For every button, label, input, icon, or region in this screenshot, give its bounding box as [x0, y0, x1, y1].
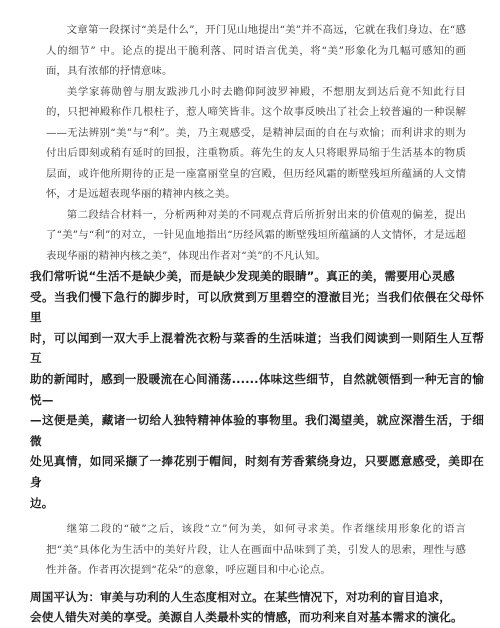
paragraph-2: 美学家蒋勋曾与朋友跋涉几小时去瞻仰阿波罗神殿，不想朋友到达后竟不知此行目的，只把神殿称作几根柱子，惹人啼笑皆非。这个故事反映出了社会上较普遍的一种误解——无法辨别“美”与“利”。美，乃主观感受，是精神层面的自在与欢愉；而利讲求的则为付出后即刻或稍有延时的回报，注重物质。蒋先生的友人只将眼界局缩于生活基本的物质层面，或许他所期待的正是一座富丽堂皇的宫殿，但历经风霜的断壁残垣所蕴涵的人文情怀，才是远超表现华丽的精神内核之美。	[46, 85, 466, 200]
paragraph-4-line: 处见真情，如同采撷了一捧花别于帽间，时刻有芳香萦绕身边，只要愿意感受，美即在身	[30, 454, 484, 489]
paragraph-1: 文章第一段探讨“美是什么”，开门见山地提出“美”并不高远，它就在我们身边、在“感人的细节” 中。论点的提出干脆利落、同时语言优美，将“美”形象化为几幅可感知的画面，具有浓郁的抒情意味。	[46, 24, 466, 77]
paragraph-4-line: 时，可以闻到一双大手上混着洗衣粉与菜香的生活味道；当我们阅读到一则陌生人互帮互	[30, 330, 484, 366]
paragraph-4-bold	[30, 266, 484, 513]
paragraph-3: 第二段结合材料一，分析两种对美的不同观点背后所折射出来的价值观的偏差，提出了“美”与“利”的对立，一针见血地指出“历经风霜的断壁残垣所蕴涵的人文情怀，才是远超表现华丽的精神内核之美”，体现出作者对“美”的不凡认知。	[46, 208, 466, 262]
paragraph-4-line: 助的新闻时，感到一股暖流在心间涌荡......体味这些细节，自然就领悟到一种无言的愉悦—	[30, 371, 484, 407]
paragraph-6-line: 会使人错失对美的享受。美源自人类最朴实的情感，而功利来自对基本需求的演化。	[30, 610, 463, 625]
paragraph-6-line: 周国平认为：审美与功利的人生态度相对立。在某些情况下，对功利的盲目追求，	[30, 589, 451, 604]
paragraph-4-line: 边。	[30, 495, 54, 510]
paragraph-4-line: 我们常听说“生活不是缺少美，而是缺少发现美的眼睛”。真正的美，需要用心灵感	[30, 269, 455, 283]
paragraph-4-line: 受。当我们慢下急行的脚步时，可以欣赏到万里碧空的澄澈目光；当我们依偎在父母怀里	[30, 289, 484, 325]
paragraph-5: 继第二段的“破”之后，该段“立”何为美，如何寻求美。作者继续用形象化的语言把“美”具体化为生活中的美好片段，让人在画面中品味到了美，引发人的思索，理性与感性并备。作者再次提到“花朵”的意象，呼应题目和中心论点。	[46, 523, 466, 577]
paragraph-4-line: —这便是美，藏诸一切给人独特精神体验的事物里。我们渴望美，就应深潜生活，于细微	[30, 413, 484, 448]
paragraph-6-bold	[30, 587, 484, 628]
